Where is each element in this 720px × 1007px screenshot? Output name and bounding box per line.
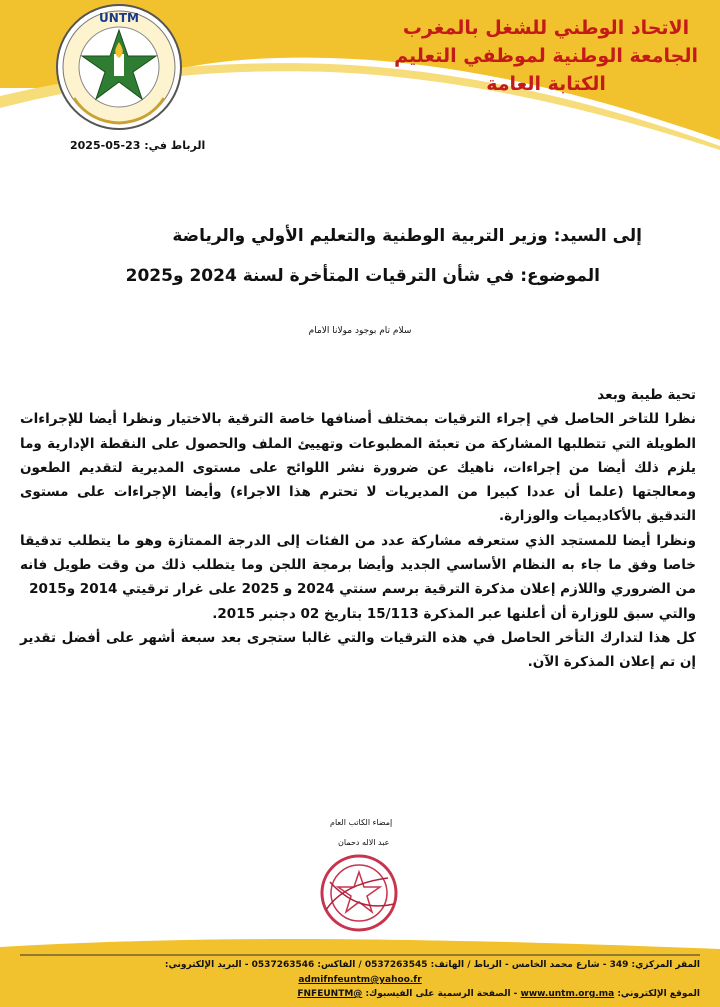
letter-body	[20, 383, 696, 675]
org-line-3: الكتابة العامة	[486, 73, 606, 95]
date-value: 23-05-2025	[70, 139, 141, 152]
footer-address: المقر المركزي: 349 - شارع محمد الخامس - الرباط / الهاتف: 0537263545 / الفاكس: 0537263546 - البريد الإلكتروني:	[164, 960, 700, 970]
signature-name: عبد الاله دحمان	[338, 838, 390, 847]
opening-line: تحية طيبة وبعد	[597, 387, 696, 403]
organization-header	[394, 14, 698, 98]
footer-email-link[interactable]: admifnfeuntm@yahoo.fr	[298, 975, 422, 985]
untm-logo	[54, 2, 184, 132]
logo-text: UNTM	[99, 11, 139, 25]
paragraph-2: ونظرا أيضا للمستجد الذي ستعرفه مشاركة عدد من الفئات إلى الدرجة الممتازة وهو ما يتطلب تدقيقا خاصا وفق ما جاء به النظام الأساسي الجديد وأيضا برمجة اللجن وما يتطلب ذلك من وقت طويل فانه من الضروري واللازم إعلان مذكرة الترقية برسم سنتي 2024 و 2025 على غرار ترقيتي 2014 و2015	[20, 532, 696, 598]
web-label: الموقع الإلكتروني:	[617, 989, 700, 999]
date-label: الرباط في:	[144, 139, 206, 152]
subject-line: الموضوع: في شأن الترقيات المتأخرة لسنة 2024 و2025	[125, 266, 600, 286]
greeting-line: سلام تام بوجود مولانا الامام	[308, 326, 412, 336]
facebook-link[interactable]: @FNFEUNTM	[297, 989, 363, 999]
website-link[interactable]: www.untm.org.ma	[520, 989, 615, 999]
signature-title: إمضاء الكاتب العام	[330, 818, 393, 827]
org-line-2: الجامعة الوطنية لموظفي التعليم	[394, 45, 698, 67]
org-line-1: الاتحاد الوطني للشغل بالمغرب	[402, 17, 690, 39]
official-stamp	[318, 852, 400, 934]
paragraph-1: نظرا للتاخر الحاصل في إجراء الترقيات بمختلف أصنافها خاصة الترقية بالاختيار ونظرا أيضا للإجراءات الطويلة التي تتطلبها المشاركة من تعبئة المطبوعات وتهييئ الملف والحصول على النقطة الإدارية وما يلزم ذلك أيضا من إجراءات، ناهيك عن ضرورة نشر اللوائح على مستوى المديرية لتقديم الطعون ومعالجتها (علما أن عددا كبيرا من المديريات لا تحترم هذا الاجراء) وأيضا الإجراءات على مستوى التدقيق بالأكاديميات والوزارة.	[20, 411, 696, 525]
paragraph-4: كل هذا لتدارك التأخر الحاصل في هذه الترقيات والتي غالبا ستجرى بعد سبعة أشهر على أفضل تقدير إن تم إعلان المذكرة الآن.	[20, 629, 696, 671]
footer-web-line	[297, 989, 700, 999]
facebook-label: - الصفحة الرسمية على الفيسبوك:	[365, 989, 518, 999]
letter-date	[70, 139, 205, 152]
addressee-line: إلى السيد: وزير التربية الوطنية والتعليم الأولي والرياضة	[172, 226, 642, 246]
paragraph-3: والتي سبق للوزارة أن أعلنها عبر المذكرة 15/113 بتاريخ 02 دجنبر 2015.	[212, 605, 696, 622]
